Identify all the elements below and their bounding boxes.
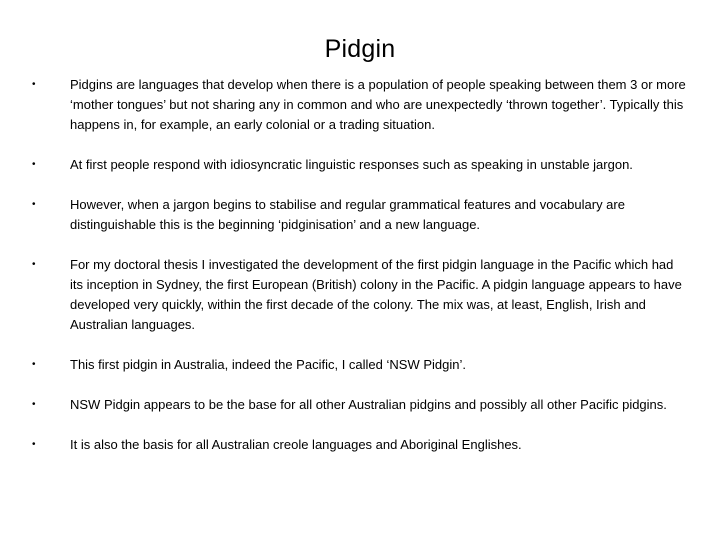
bullet-item-6 <box>32 395 688 415</box>
bullet-text-1: Pidgins are languages that develop when there is a population of people speaking between them 3 or more ‘mother tongues’ but not sharing any in common and who are unexpectedly ‘thrown together’. Typically this happens in, for example, an early colonial or a trading situation. <box>70 77 686 132</box>
bullet-icon: • <box>32 79 36 90</box>
bullet-item-4 <box>32 255 688 335</box>
bullet-text-6: NSW Pidgin appears to be the base for all other Australian pidgins and possibly all other Pacific pidgins. <box>70 397 667 412</box>
bullet-text-7: It is also the basis for all Australian creole languages and Aboriginal Englishes. <box>70 437 522 452</box>
bullet-icon: • <box>32 359 36 370</box>
bullet-list <box>32 75 688 455</box>
bullet-item-2 <box>32 155 688 175</box>
bullet-icon: • <box>32 399 36 410</box>
bullet-text-5: This first pidgin in Australia, indeed the Pacific, I called ‘NSW Pidgin’. <box>70 357 466 372</box>
bullet-text-4: For my doctoral thesis I investigated the development of the first pidgin language in the Pacific which had its inception in Sydney, the first European (British) colony in the Pacific. A pidgin language appears to have developed very quickly, within the first decade of the colony. The mix was, at least, English, Irish and Australian languages. <box>70 257 682 332</box>
bullet-text-3: However, when a jargon begins to stabilise and regular grammatical features and vocabulary are distinguishable this is the beginning ‘pidginisation’ and a new language. <box>70 197 625 232</box>
slide-title: Pidgin <box>324 35 396 63</box>
bullet-icon: • <box>32 259 36 270</box>
bullet-icon: • <box>32 439 36 450</box>
bullet-text-2: At first people respond with idiosyncratic linguistic responses such as speaking in unstable jargon. <box>70 157 633 172</box>
bullet-item-7 <box>32 435 688 455</box>
bullet-item-1 <box>32 75 688 135</box>
bullet-icon: • <box>32 159 36 170</box>
bullet-icon: • <box>32 199 36 210</box>
bullet-item-3 <box>32 195 688 235</box>
bullet-item-5 <box>32 355 688 375</box>
